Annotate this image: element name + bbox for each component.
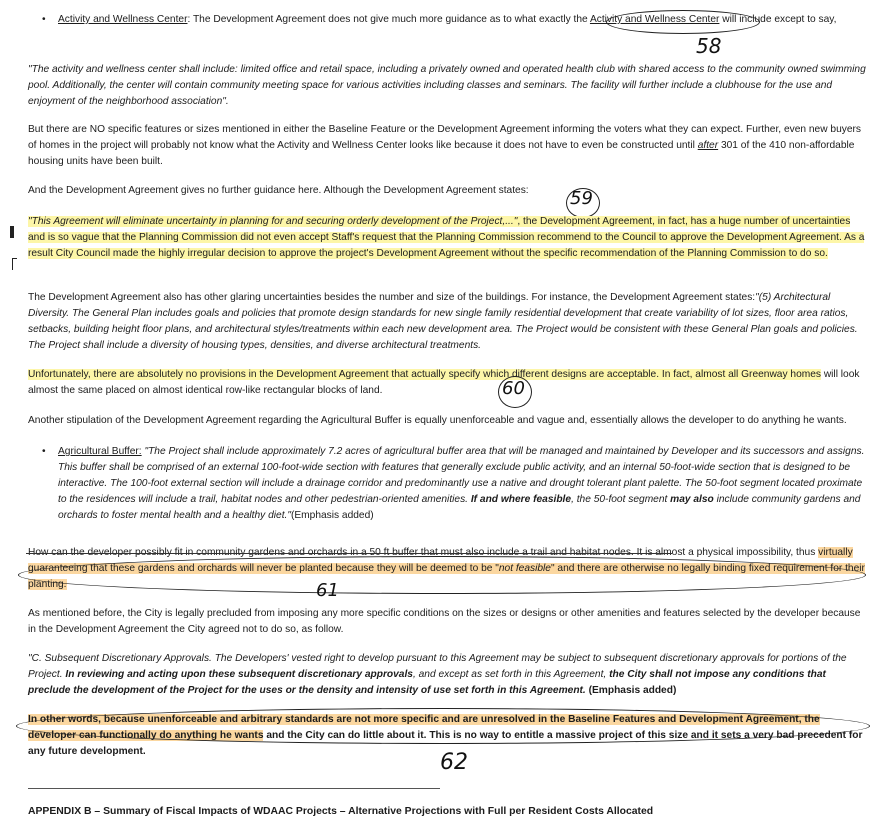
quote-activity-center: "The activity and wellness center shall include: limited office and retail space, including a privately owned and operated health club with shared access to the community owned swimming pool. Additionally, the center will contain community meeting space for various activities including classes and seminars. The facility will further include a clubhouse for the use and enjoyment of the neighborhood association".: [28, 64, 866, 107]
bullet-dot: •: [42, 14, 46, 25]
handwritten-note-58: 58: [696, 34, 722, 58]
paragraph-gardens-orchards: a physical impossibility, thus virtually guaranteeing that these gardens and orchards will never be planted because they will be deemed to be "not feasible" and there are otherwise no legally binding fixed requirement for their planting.: [28, 547, 865, 590]
paragraph-city-precluded: As mentioned before, the City is legally precluded from imposing any more specific conditions on the sizes or designs or other amenities and features selected by the developer because in the Development Agreement the City agreed not to do so, as follow.: [28, 608, 861, 635]
activity-wellness-label: Activity and Wellness Center: [58, 14, 188, 25]
handwritten-circle: [18, 556, 866, 594]
margin-mark: [10, 226, 14, 238]
handwritten-strike: [26, 553, 672, 554]
bullet-dot: •: [42, 446, 46, 457]
handwritten-note-59: 59: [570, 188, 593, 209]
bullet-activity-wellness: • Activity and Wellness Center: The Development Agreement does not give much more guidance as to what exactly the Activity and Wellness Center will include except to say,: [58, 12, 858, 28]
quote-subsequent-approvals: "C. Subsequent Discretionary Approvals. The Developers' vested right to develop pursuant to this Agreement may be subject to subsequent discretionary approvals for portions of the Project. In reviewing and acting upon these subsequent discretionary approvals, and except as set forth in this Agreement, the City shall not impose any conditions that preclude the development of the Project for the uses or the density and intensity of use set forth in this Agreement. (Emphasis added): [28, 653, 847, 696]
handwritten-note-60: 60: [502, 378, 525, 399]
paragraph-agricultural-stipulation: Another stipulation of the Development Agreement regarding the Agricultural Buffer is equally unenforceable and vague and, essentially allows the developer to do anything he wants.: [28, 415, 847, 426]
appendix-heading: APPENDIX B – Summary of Fiscal Impacts of WDAAC Projects – Alternative Projections with Full per Resident Costs Allocated: [28, 806, 654, 817]
paragraph-architectural-diversity: The Development Agreement also has other glaring uncertainties besides the number and size of the buildings. For instance, the Development Agreement states:"(5) Architectural Diversity. The General Plan includes goals and policies that promote design standards for new single family residential development that create variability of lot sizes, floor area ratios, setbacks, building height floor plans, and architectural styles/treatments within each new development area. The Project would be consistent with these General Plan goals and policies. The Project shall include a diversity of housing types, densities, and diverse architectural treatments.: [28, 292, 858, 351]
margin-mark: [12, 258, 13, 270]
paragraph-no-guidance: And the Development Agreement gives no further guidance here. Although the Development Agreement states:: [28, 185, 529, 196]
paragraph-no-provisions: Unfortunately, there are absolutely no provisions in the Development Agreement that actually specify which different designs are acceptable. In fact, almost all Greenway homes will look almost the same placed on almost identical row-like rectangular blocks of land.: [28, 369, 860, 396]
paragraph-no-specific-features: But there are NO specific features or sizes mentioned in either the Baseline Feature or the Development Agreement informing the voters what they can expect. Further, even new buyers of homes in the project will probably not know what the Activity and Wellness Center looks like because it does not have to even be constructed until after 301 of the 410 non-affordable housing units have been built.: [28, 124, 861, 167]
handwritten-circle: [606, 10, 760, 34]
activity-wellness-ref: Activity and Wellness Center: [589, 14, 720, 25]
handwritten-note-61: 61: [316, 580, 339, 601]
margin-mark: [12, 258, 17, 259]
bullet-agricultural-buffer: • Agricultural Buffer: "The Project shall include approximately 7.2 acres of agricultural buffer area that will be managed and maintained by Developer and its successors and assigns. This buffer shall be comprised of an external 100-foot-wide section with features that generally exclude public activity, and an internal 50-foot-wide section that is designed to be interactive. The 100-foot external section will include a drainage corridor and predominantly use a native and drought tolerant plant palette. The 50-foot segment located proximate to the residences will include a trail, habitat nodes and other pedestrian-oriented amenities. If and where feasible, the 50-foot segment may also include community gardens and orchards to foster mental health and a healthy diet."(Emphasis added): [42, 446, 865, 521]
handwritten-note-62: 62: [440, 750, 468, 775]
handwritten-circle: [16, 708, 870, 744]
paragraph-uncertainty: "This Agreement will eliminate uncertainty in planning for and securing orderly development of the Project,...", the Development Agreement, in fact, has a huge number of uncertainties and is so vague that the Planning Commission did not even accept Staff's request that the Planning Commission recommend to the Council to approve the Development Agreement. As a result City Council made the highly irregular decision to approve the project's Development Agreement without the specific recommendation of the Planning Commission to do so.: [28, 216, 865, 259]
footnote-divider: [28, 788, 440, 789]
agricultural-buffer-label: Agricultural Buffer:: [58, 446, 142, 457]
paragraph-in-other-words: In other words, because unenforceable and arbitrary standards are not more specific and are unresolved in the Baseline Features and Development Agreement, the developer can functionally do anything he wants and the City can do little about it. This is no way to entitle a massive project of this size and it sets a very bad precedent for any future development.: [28, 714, 863, 757]
